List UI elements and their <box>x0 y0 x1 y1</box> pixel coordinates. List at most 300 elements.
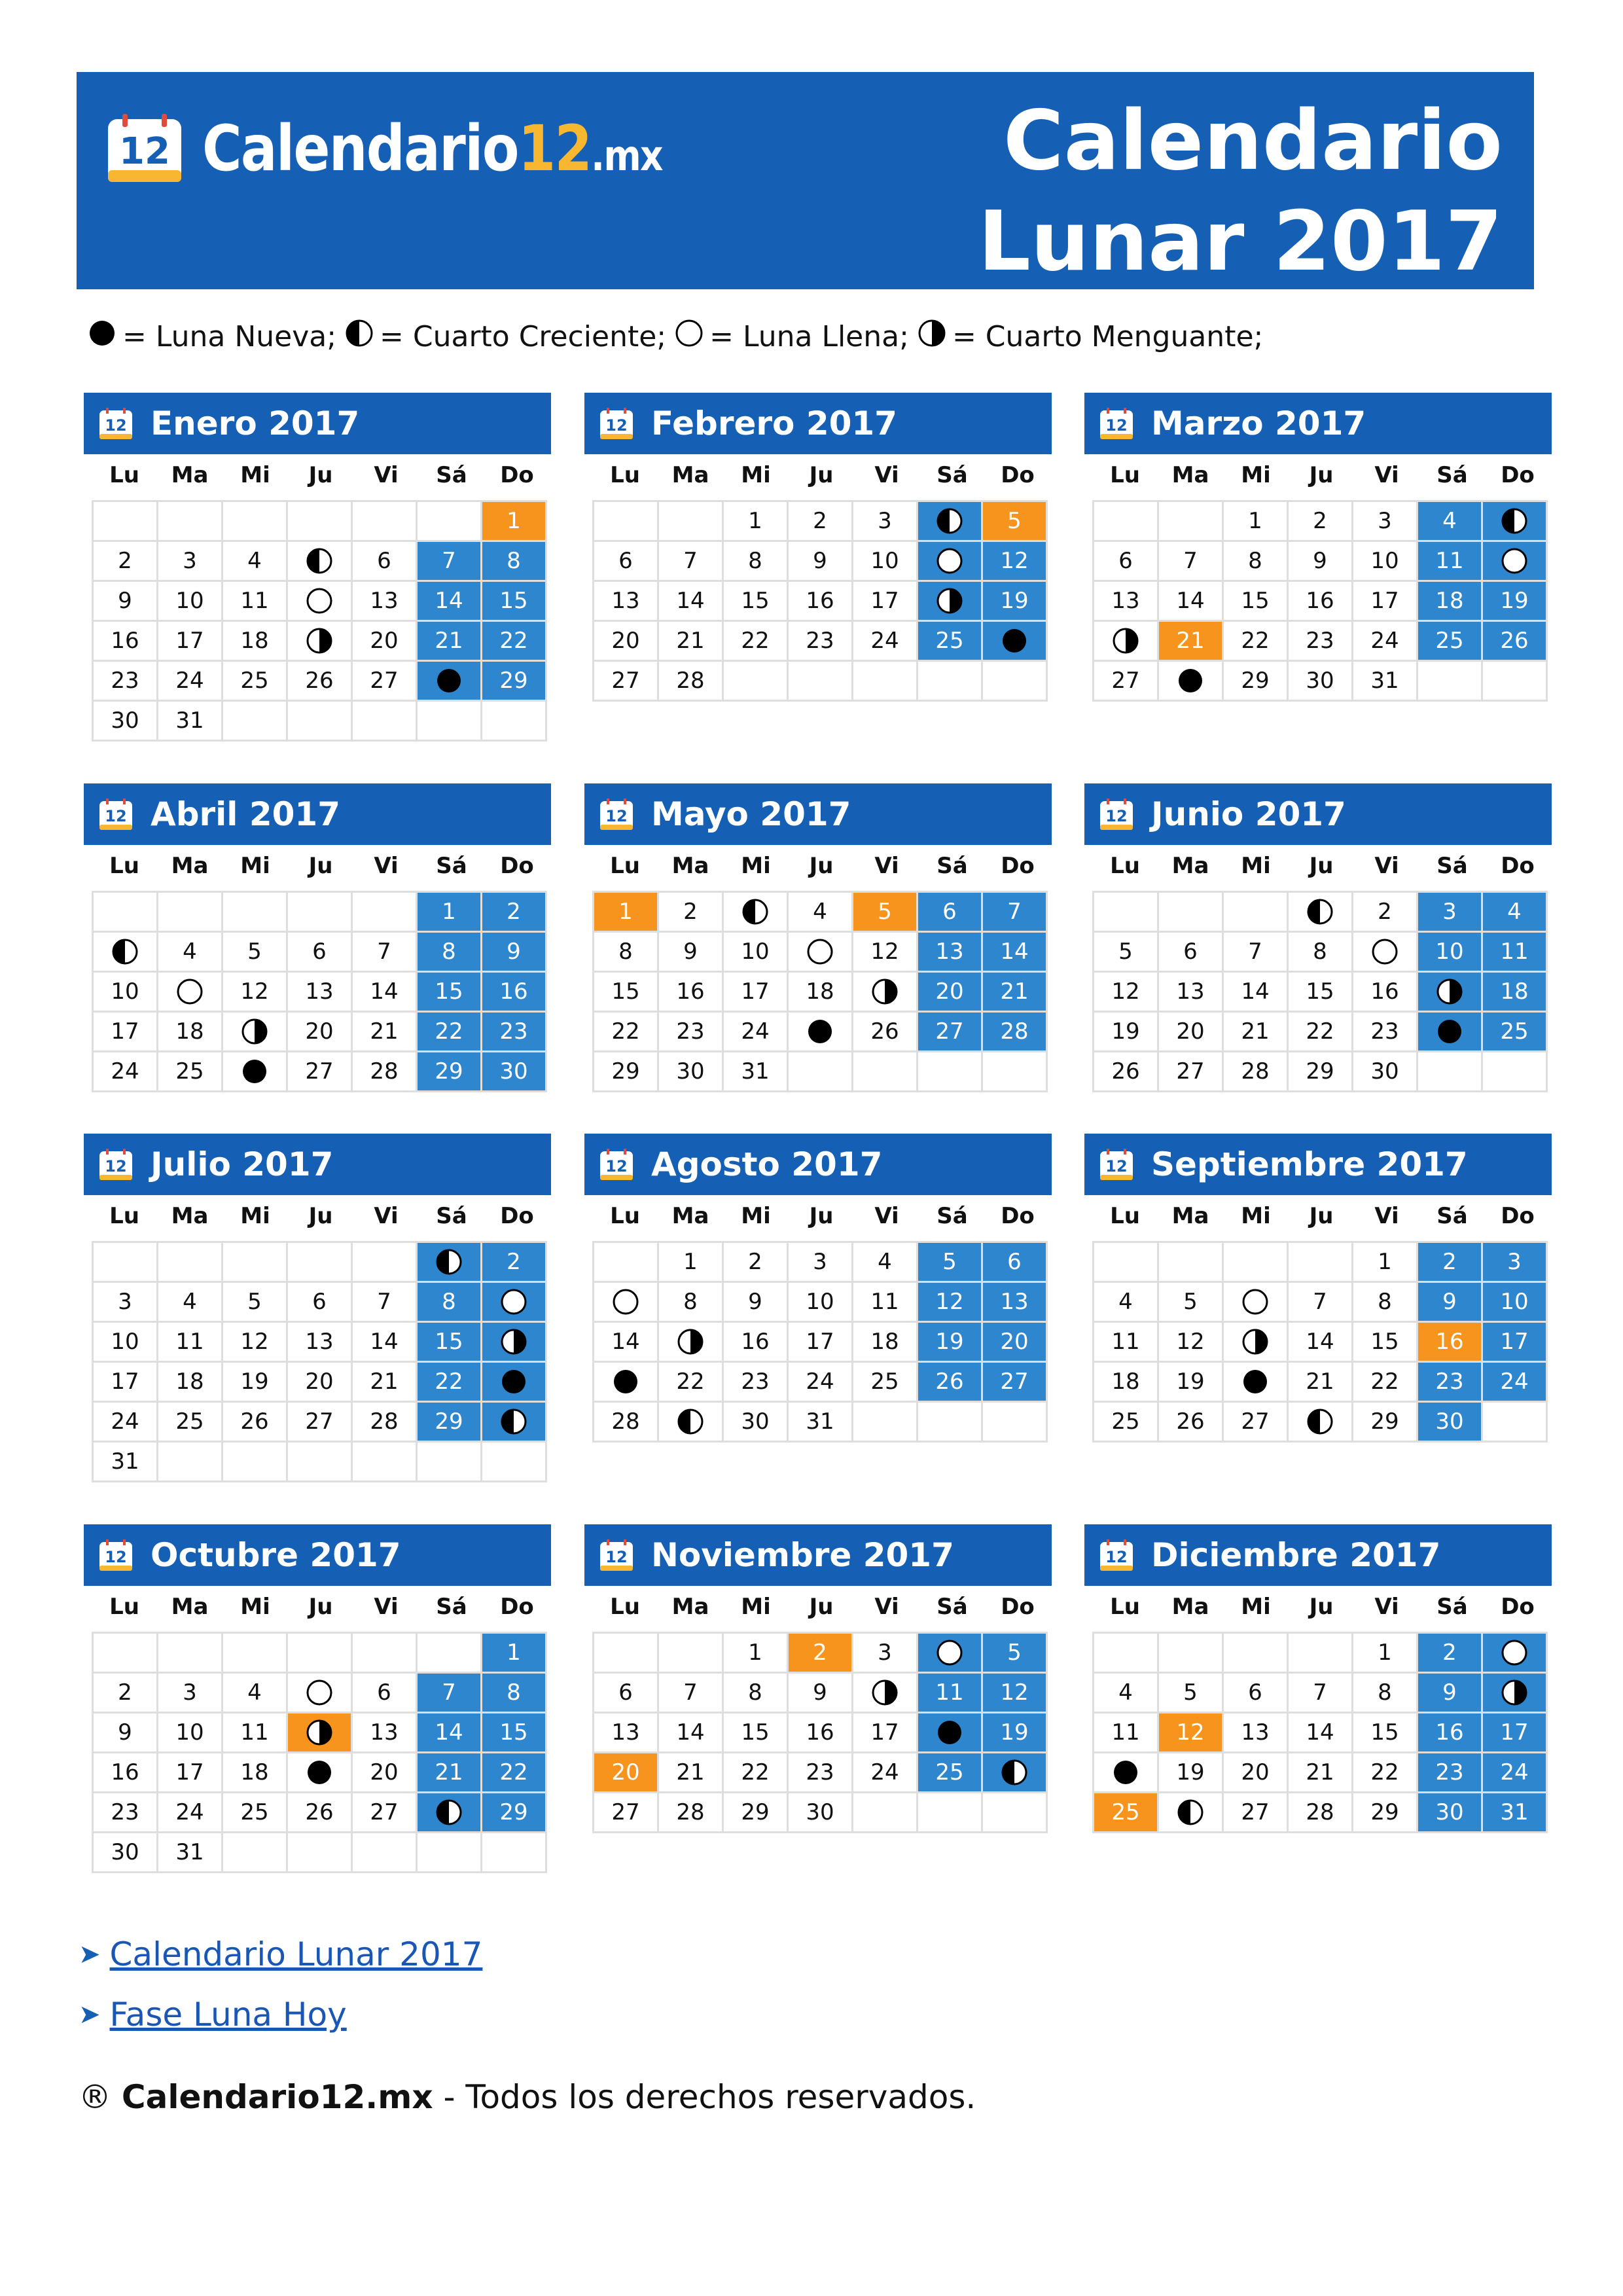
day-cell[interactable]: 29 <box>1353 1793 1418 1833</box>
day-cell[interactable]: 10 <box>93 972 158 1012</box>
day-cell[interactable]: 31 <box>158 1833 223 1873</box>
day-cell[interactable]: 16 <box>1418 1713 1482 1753</box>
day-cell[interactable] <box>853 1673 918 1713</box>
day-cell[interactable]: 9 <box>482 932 546 972</box>
day-cell[interactable]: 27 <box>352 1793 417 1833</box>
day-cell[interactable]: 24 <box>158 1793 223 1833</box>
day-cell[interactable] <box>853 972 918 1012</box>
day-cell[interactable]: 27 <box>287 1052 352 1092</box>
day-cell[interactable]: 30 <box>788 1793 853 1833</box>
day-cell[interactable]: 5 <box>918 1242 982 1282</box>
day-cell[interactable]: 2 <box>1418 1242 1482 1282</box>
day-cell[interactable]: 24 <box>1482 1362 1547 1402</box>
day-cell[interactable]: 26 <box>1482 621 1547 661</box>
day-cell[interactable]: 1 <box>1353 1242 1418 1282</box>
day-cell[interactable]: 30 <box>1353 1052 1418 1092</box>
day-cell[interactable]: 18 <box>853 1322 918 1362</box>
day-cell[interactable]: 15 <box>482 1713 546 1753</box>
day-cell[interactable] <box>918 1633 982 1673</box>
day-cell[interactable]: 16 <box>1353 972 1418 1012</box>
day-cell[interactable]: 30 <box>723 1402 788 1442</box>
day-cell[interactable]: 3 <box>93 1282 158 1322</box>
day-cell[interactable]: 17 <box>1482 1322 1547 1362</box>
day-cell[interactable]: 7 <box>658 1673 723 1713</box>
day-cell[interactable]: 28 <box>1223 1052 1288 1092</box>
day-cell[interactable]: 21 <box>658 1753 723 1793</box>
day-cell[interactable]: 27 <box>594 661 658 701</box>
day-cell[interactable]: 3 <box>853 1633 918 1673</box>
day-cell[interactable]: 14 <box>658 581 723 621</box>
day-cell[interactable] <box>93 932 158 972</box>
site-logo[interactable] <box>105 113 737 185</box>
day-cell[interactable]: 27 <box>287 1402 352 1442</box>
day-cell[interactable]: 28 <box>658 661 723 701</box>
day-cell[interactable]: 9 <box>788 1673 853 1713</box>
day-cell[interactable]: 1 <box>417 892 482 932</box>
day-cell[interactable]: 21 <box>417 1753 482 1793</box>
day-cell[interactable]: 21 <box>982 972 1047 1012</box>
day-cell[interactable]: 5 <box>223 932 287 972</box>
day-cell[interactable]: 18 <box>223 1753 287 1793</box>
day-cell[interactable]: 8 <box>723 541 788 581</box>
day-cell[interactable]: 20 <box>287 1012 352 1052</box>
day-cell[interactable]: 1 <box>482 1633 546 1673</box>
day-cell[interactable] <box>1223 1282 1288 1322</box>
day-cell[interactable]: 19 <box>982 1713 1047 1753</box>
day-cell[interactable]: 19 <box>982 581 1047 621</box>
day-cell[interactable]: 24 <box>1353 621 1418 661</box>
day-cell[interactable] <box>1223 1322 1288 1362</box>
day-cell[interactable]: 23 <box>723 1362 788 1402</box>
day-cell[interactable] <box>223 1012 287 1052</box>
day-cell[interactable]: 30 <box>1418 1793 1482 1833</box>
day-cell[interactable]: 4 <box>788 892 853 932</box>
day-cell[interactable]: 25 <box>223 1793 287 1833</box>
day-cell[interactable]: 22 <box>482 621 546 661</box>
day-cell[interactable]: 28 <box>1288 1793 1353 1833</box>
day-cell[interactable]: 16 <box>788 581 853 621</box>
day-cell[interactable]: 9 <box>788 541 853 581</box>
day-cell[interactable]: 27 <box>1223 1793 1288 1833</box>
day-cell[interactable]: 4 <box>223 541 287 581</box>
day-cell[interactable] <box>482 1282 546 1322</box>
day-cell[interactable]: 23 <box>788 621 853 661</box>
day-cell[interactable]: 18 <box>158 1362 223 1402</box>
day-cell[interactable]: 22 <box>417 1362 482 1402</box>
day-cell[interactable]: 11 <box>223 1713 287 1753</box>
day-cell[interactable]: 20 <box>352 1753 417 1793</box>
day-cell[interactable]: 18 <box>1418 581 1482 621</box>
day-cell[interactable]: 4 <box>158 932 223 972</box>
day-cell[interactable]: 25 <box>158 1402 223 1442</box>
day-cell[interactable]: 26 <box>1094 1052 1158 1092</box>
day-cell[interactable]: 11 <box>918 1673 982 1713</box>
day-cell[interactable]: 20 <box>1223 1753 1288 1793</box>
day-cell[interactable]: 13 <box>1223 1713 1288 1753</box>
day-cell[interactable] <box>1482 541 1547 581</box>
day-cell[interactable]: 10 <box>1482 1282 1547 1322</box>
day-cell[interactable]: 17 <box>853 1713 918 1753</box>
day-cell[interactable]: 24 <box>158 661 223 701</box>
day-cell[interactable]: 13 <box>287 1322 352 1362</box>
day-cell[interactable]: 21 <box>1158 621 1223 661</box>
day-cell[interactable]: 13 <box>352 1713 417 1753</box>
day-cell[interactable]: 13 <box>287 972 352 1012</box>
day-cell[interactable] <box>417 661 482 701</box>
day-cell[interactable]: 15 <box>417 972 482 1012</box>
day-cell[interactable] <box>482 1402 546 1442</box>
day-cell[interactable]: 22 <box>1353 1753 1418 1793</box>
day-cell[interactable]: 10 <box>158 1713 223 1753</box>
day-cell[interactable]: 15 <box>594 972 658 1012</box>
day-cell[interactable]: 28 <box>982 1012 1047 1052</box>
day-cell[interactable]: 12 <box>853 932 918 972</box>
day-cell[interactable] <box>1482 501 1547 541</box>
day-cell[interactable]: 7 <box>1158 541 1223 581</box>
day-cell[interactable]: 24 <box>853 621 918 661</box>
day-cell[interactable]: 30 <box>93 1833 158 1873</box>
day-cell[interactable]: 15 <box>1288 972 1353 1012</box>
day-cell[interactable]: 29 <box>417 1052 482 1092</box>
day-cell[interactable]: 20 <box>982 1322 1047 1362</box>
day-cell[interactable]: 4 <box>158 1282 223 1322</box>
day-cell[interactable]: 22 <box>1223 621 1288 661</box>
day-cell[interactable]: 8 <box>594 932 658 972</box>
day-cell[interactable]: 8 <box>1353 1282 1418 1322</box>
day-cell[interactable]: 6 <box>594 1673 658 1713</box>
day-cell[interactable]: 17 <box>723 972 788 1012</box>
day-cell[interactable] <box>158 972 223 1012</box>
day-cell[interactable]: 8 <box>417 1282 482 1322</box>
day-cell[interactable]: 11 <box>1418 541 1482 581</box>
day-cell[interactable] <box>982 1753 1047 1793</box>
day-cell[interactable]: 11 <box>1094 1322 1158 1362</box>
day-cell[interactable] <box>287 1673 352 1713</box>
day-cell[interactable]: 29 <box>482 661 546 701</box>
day-cell[interactable]: 20 <box>594 1753 658 1793</box>
day-cell[interactable]: 4 <box>1094 1673 1158 1713</box>
day-cell[interactable] <box>287 581 352 621</box>
day-cell[interactable] <box>1288 892 1353 932</box>
day-cell[interactable]: 1 <box>658 1242 723 1282</box>
day-cell[interactable]: 5 <box>982 501 1047 541</box>
day-cell[interactable] <box>287 1713 352 1753</box>
day-cell[interactable]: 14 <box>1223 972 1288 1012</box>
day-cell[interactable] <box>594 1362 658 1402</box>
day-cell[interactable]: 24 <box>93 1402 158 1442</box>
day-cell[interactable]: 14 <box>594 1322 658 1362</box>
link-calendario-lunar[interactable]: Calendario Lunar 2017 <box>109 1935 483 1973</box>
day-cell[interactable]: 28 <box>352 1052 417 1092</box>
day-cell[interactable]: 28 <box>352 1402 417 1442</box>
day-cell[interactable]: 4 <box>223 1673 287 1713</box>
day-cell[interactable]: 17 <box>788 1322 853 1362</box>
day-cell[interactable]: 25 <box>1418 621 1482 661</box>
day-cell[interactable]: 11 <box>158 1322 223 1362</box>
day-cell[interactable]: 3 <box>1482 1242 1547 1282</box>
day-cell[interactable]: 24 <box>788 1362 853 1402</box>
day-cell[interactable] <box>658 1402 723 1442</box>
day-cell[interactable]: 14 <box>352 972 417 1012</box>
day-cell[interactable]: 11 <box>223 581 287 621</box>
day-cell[interactable]: 4 <box>853 1242 918 1282</box>
day-cell[interactable] <box>918 581 982 621</box>
day-cell[interactable]: 23 <box>1418 1753 1482 1793</box>
day-cell[interactable]: 19 <box>1482 581 1547 621</box>
day-cell[interactable]: 3 <box>788 1242 853 1282</box>
day-cell[interactable]: 17 <box>1353 581 1418 621</box>
day-cell[interactable]: 26 <box>287 1793 352 1833</box>
day-cell[interactable]: 17 <box>1482 1713 1547 1753</box>
day-cell[interactable]: 30 <box>93 701 158 741</box>
day-cell[interactable]: 21 <box>352 1362 417 1402</box>
day-cell[interactable]: 15 <box>482 581 546 621</box>
day-cell[interactable]: 6 <box>1158 932 1223 972</box>
day-cell[interactable]: 1 <box>594 892 658 932</box>
day-cell[interactable] <box>1094 1753 1158 1793</box>
day-cell[interactable]: 3 <box>158 541 223 581</box>
day-cell[interactable]: 7 <box>982 892 1047 932</box>
day-cell[interactable]: 25 <box>918 1753 982 1793</box>
day-cell[interactable]: 22 <box>1353 1362 1418 1402</box>
day-cell[interactable]: 4 <box>1418 501 1482 541</box>
day-cell[interactable]: 18 <box>158 1012 223 1052</box>
day-cell[interactable]: 6 <box>352 541 417 581</box>
day-cell[interactable]: 21 <box>1223 1012 1288 1052</box>
day-cell[interactable] <box>417 1242 482 1282</box>
day-cell[interactable]: 31 <box>93 1442 158 1482</box>
day-cell[interactable]: 15 <box>1353 1322 1418 1362</box>
day-cell[interactable]: 1 <box>482 501 546 541</box>
day-cell[interactable]: 8 <box>1288 932 1353 972</box>
day-cell[interactable]: 8 <box>1223 541 1288 581</box>
day-cell[interactable]: 11 <box>1482 932 1547 972</box>
day-cell[interactable]: 15 <box>417 1322 482 1362</box>
day-cell[interactable]: 6 <box>1094 541 1158 581</box>
day-cell[interactable] <box>223 1052 287 1092</box>
day-cell[interactable]: 13 <box>1094 581 1158 621</box>
day-cell[interactable]: 16 <box>482 972 546 1012</box>
day-cell[interactable]: 16 <box>93 1753 158 1793</box>
day-cell[interactable]: 12 <box>1094 972 1158 1012</box>
day-cell[interactable]: 9 <box>93 581 158 621</box>
day-cell[interactable]: 7 <box>417 1673 482 1713</box>
day-cell[interactable]: 16 <box>788 1713 853 1753</box>
day-cell[interactable]: 14 <box>352 1322 417 1362</box>
day-cell[interactable]: 13 <box>594 1713 658 1753</box>
day-cell[interactable]: 12 <box>1158 1322 1223 1362</box>
day-cell[interactable]: 16 <box>723 1322 788 1362</box>
day-cell[interactable]: 19 <box>918 1322 982 1362</box>
day-cell[interactable]: 19 <box>1094 1012 1158 1052</box>
day-cell[interactable]: 4 <box>1482 892 1547 932</box>
day-cell[interactable]: 5 <box>1158 1673 1223 1713</box>
day-cell[interactable]: 14 <box>417 1713 482 1753</box>
day-cell[interactable]: 16 <box>658 972 723 1012</box>
day-cell[interactable]: 25 <box>158 1052 223 1092</box>
day-cell[interactable]: 1 <box>1223 501 1288 541</box>
day-cell[interactable] <box>594 1282 658 1322</box>
day-cell[interactable]: 9 <box>93 1713 158 1753</box>
day-cell[interactable]: 16 <box>1418 1322 1482 1362</box>
day-cell[interactable]: 31 <box>723 1052 788 1092</box>
day-cell[interactable]: 23 <box>1353 1012 1418 1052</box>
day-cell[interactable]: 6 <box>352 1673 417 1713</box>
day-cell[interactable]: 14 <box>1288 1322 1353 1362</box>
day-cell[interactable]: 23 <box>658 1012 723 1052</box>
day-cell[interactable]: 9 <box>723 1282 788 1322</box>
day-cell[interactable]: 15 <box>1223 581 1288 621</box>
day-cell[interactable]: 21 <box>658 621 723 661</box>
day-cell[interactable]: 28 <box>594 1402 658 1442</box>
day-cell[interactable]: 7 <box>352 932 417 972</box>
day-cell[interactable]: 27 <box>1158 1052 1223 1092</box>
day-cell[interactable]: 9 <box>1288 541 1353 581</box>
day-cell[interactable]: 29 <box>1353 1402 1418 1442</box>
day-cell[interactable]: 21 <box>1288 1362 1353 1402</box>
day-cell[interactable]: 1 <box>723 1633 788 1673</box>
day-cell[interactable]: 16 <box>1288 581 1353 621</box>
day-cell[interactable]: 19 <box>223 1362 287 1402</box>
day-cell[interactable]: 20 <box>918 972 982 1012</box>
day-cell[interactable]: 19 <box>1158 1753 1223 1793</box>
day-cell[interactable]: 31 <box>788 1402 853 1442</box>
day-cell[interactable] <box>918 541 982 581</box>
day-cell[interactable]: 28 <box>658 1793 723 1833</box>
day-cell[interactable]: 10 <box>1418 932 1482 972</box>
day-cell[interactable]: 12 <box>982 1673 1047 1713</box>
day-cell[interactable]: 16 <box>93 621 158 661</box>
day-cell[interactable]: 29 <box>594 1052 658 1092</box>
day-cell[interactable]: 3 <box>853 501 918 541</box>
day-cell[interactable]: 23 <box>1288 621 1353 661</box>
day-cell[interactable]: 25 <box>1094 1402 1158 1442</box>
day-cell[interactable]: 13 <box>352 581 417 621</box>
day-cell[interactable]: 30 <box>658 1052 723 1092</box>
day-cell[interactable] <box>918 501 982 541</box>
day-cell[interactable]: 12 <box>223 1322 287 1362</box>
day-cell[interactable]: 27 <box>982 1362 1047 1402</box>
day-cell[interactable]: 10 <box>853 541 918 581</box>
day-cell[interactable]: 22 <box>482 1753 546 1793</box>
day-cell[interactable]: 25 <box>1482 1012 1547 1052</box>
day-cell[interactable] <box>788 932 853 972</box>
day-cell[interactable]: 27 <box>594 1793 658 1833</box>
day-cell[interactable]: 2 <box>788 1633 853 1673</box>
day-cell[interactable]: 6 <box>918 892 982 932</box>
day-cell[interactable]: 10 <box>158 581 223 621</box>
day-cell[interactable]: 12 <box>223 972 287 1012</box>
day-cell[interactable] <box>1094 621 1158 661</box>
day-cell[interactable]: 5 <box>223 1282 287 1322</box>
day-cell[interactable]: 14 <box>1288 1713 1353 1753</box>
day-cell[interactable]: 4 <box>1094 1282 1158 1322</box>
day-cell[interactable]: 9 <box>658 932 723 972</box>
day-cell[interactable]: 7 <box>352 1282 417 1322</box>
day-cell[interactable]: 1 <box>1353 1633 1418 1673</box>
day-cell[interactable]: 7 <box>1288 1673 1353 1713</box>
day-cell[interactable]: 17 <box>853 581 918 621</box>
day-cell[interactable]: 29 <box>482 1793 546 1833</box>
day-cell[interactable]: 24 <box>93 1052 158 1092</box>
day-cell[interactable]: 29 <box>417 1402 482 1442</box>
day-cell[interactable]: 5 <box>1094 932 1158 972</box>
day-cell[interactable] <box>1482 1673 1547 1713</box>
day-cell[interactable]: 13 <box>982 1282 1047 1322</box>
day-cell[interactable]: 7 <box>658 541 723 581</box>
day-cell[interactable]: 13 <box>1158 972 1223 1012</box>
day-cell[interactable]: 8 <box>482 541 546 581</box>
day-cell[interactable]: 17 <box>93 1362 158 1402</box>
day-cell[interactable]: 9 <box>1418 1282 1482 1322</box>
day-cell[interactable]: 6 <box>287 932 352 972</box>
day-cell[interactable]: 31 <box>1353 661 1418 701</box>
day-cell[interactable]: 24 <box>723 1012 788 1052</box>
link-fase-luna-hoy[interactable]: Fase Luna Hoy <box>109 1996 347 2034</box>
day-cell[interactable] <box>723 892 788 932</box>
day-cell[interactable]: 27 <box>352 661 417 701</box>
day-cell[interactable]: 14 <box>982 932 1047 972</box>
day-cell[interactable]: 17 <box>158 621 223 661</box>
day-cell[interactable]: 14 <box>417 581 482 621</box>
day-cell[interactable]: 22 <box>594 1012 658 1052</box>
day-cell[interactable]: 17 <box>93 1012 158 1052</box>
day-cell[interactable]: 30 <box>482 1052 546 1092</box>
day-cell[interactable]: 6 <box>1223 1673 1288 1713</box>
day-cell[interactable]: 3 <box>158 1673 223 1713</box>
day-cell[interactable]: 10 <box>788 1282 853 1322</box>
day-cell[interactable]: 24 <box>853 1753 918 1793</box>
day-cell[interactable]: 2 <box>482 1242 546 1282</box>
day-cell[interactable]: 18 <box>1482 972 1547 1012</box>
day-cell[interactable]: 8 <box>723 1673 788 1713</box>
day-cell[interactable]: 2 <box>1353 892 1418 932</box>
day-cell[interactable]: 13 <box>918 932 982 972</box>
day-cell[interactable]: 23 <box>788 1753 853 1793</box>
day-cell[interactable]: 22 <box>1288 1012 1353 1052</box>
day-cell[interactable]: 20 <box>1158 1012 1223 1052</box>
day-cell[interactable]: 11 <box>1094 1713 1158 1753</box>
day-cell[interactable]: 3 <box>1353 501 1418 541</box>
day-cell[interactable]: 18 <box>1094 1362 1158 1402</box>
day-cell[interactable] <box>482 1322 546 1362</box>
day-cell[interactable] <box>1223 1362 1288 1402</box>
day-cell[interactable]: 18 <box>788 972 853 1012</box>
day-cell[interactable] <box>1353 932 1418 972</box>
day-cell[interactable]: 7 <box>1223 932 1288 972</box>
day-cell[interactable]: 13 <box>594 581 658 621</box>
day-cell[interactable]: 23 <box>93 661 158 701</box>
day-cell[interactable]: 2 <box>788 501 853 541</box>
day-cell[interactable]: 25 <box>1094 1793 1158 1833</box>
day-cell[interactable]: 26 <box>918 1362 982 1402</box>
day-cell[interactable]: 6 <box>982 1242 1047 1282</box>
day-cell[interactable]: 14 <box>658 1713 723 1753</box>
day-cell[interactable]: 9 <box>1418 1673 1482 1713</box>
day-cell[interactable] <box>1418 972 1482 1012</box>
day-cell[interactable]: 22 <box>417 1012 482 1052</box>
day-cell[interactable] <box>982 621 1047 661</box>
day-cell[interactable]: 25 <box>223 661 287 701</box>
day-cell[interactable]: 23 <box>1418 1362 1482 1402</box>
day-cell[interactable]: 2 <box>1418 1633 1482 1673</box>
day-cell[interactable]: 15 <box>723 1713 788 1753</box>
day-cell[interactable]: 20 <box>594 621 658 661</box>
day-cell[interactable]: 29 <box>723 1793 788 1833</box>
day-cell[interactable]: 12 <box>1158 1713 1223 1753</box>
day-cell[interactable]: 29 <box>1223 661 1288 701</box>
day-cell[interactable] <box>788 1012 853 1052</box>
